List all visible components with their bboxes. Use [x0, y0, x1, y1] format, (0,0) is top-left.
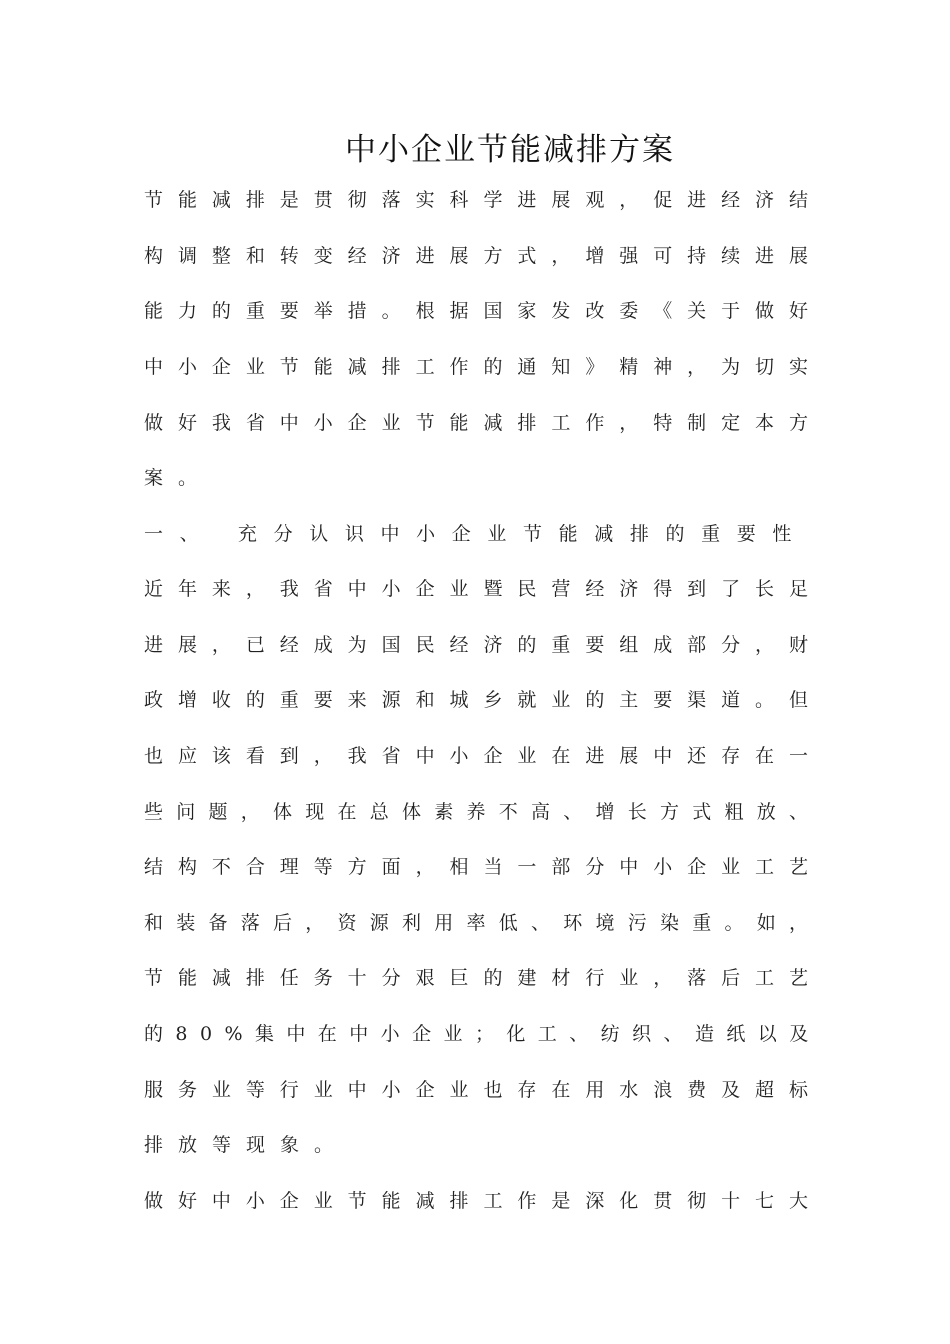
text-line: 案。: [144, 467, 213, 489]
text-line: 中小企业节能减排工作的通知》精神，为切实: [144, 356, 823, 378]
text-line: 能力的重要举措。根据国家发改委《关于做好: [144, 300, 823, 322]
text-line: 服务业等行业中小企业也存在用水浪费及超标: [144, 1079, 823, 1101]
text-line: 的80%集中在中小企业；化工、纺织、造纸以及: [144, 1023, 821, 1045]
section-heading: 一、 充分认识中小企业节能减排的重要性: [144, 523, 809, 545]
document-title: 中小企业节能减排方案: [345, 132, 675, 168]
text-line: 些问题，体现在总体素养不高、增长方式粗放、: [144, 801, 822, 823]
text-line: 做好中小企业节能减排工作是深化贯彻十七大: [144, 1190, 823, 1212]
text-line: 也应该看到，我省中小企业在进展中还存在一: [144, 745, 823, 767]
text-line: 近年来，我省中小企业暨民营经济得到了长足: [144, 578, 823, 600]
text-line: 结构不合理等方面，相当一部分中小企业工艺: [144, 856, 823, 878]
text-line: 做好我省中小企业节能减排工作，特制定本方: [144, 412, 823, 434]
text-line: 构调整和转变经济进展方式，增强可持续进展: [144, 245, 823, 267]
text-line: 进展，已经成为国民经济的重要组成部分，财: [144, 634, 823, 656]
text-line: 和装备落后，资源利用率低、环境污染重。如，: [144, 912, 822, 934]
text-line: 排放等现象。: [144, 1134, 349, 1156]
text-line: 政增收的重要来源和城乡就业的主要渠道。但: [144, 689, 823, 711]
text-line: 节能减排是贯彻落实科学进展观，促进经济结: [144, 189, 823, 211]
text-line: 节能减排任务十分艰巨的建材行业，落后工艺: [144, 967, 823, 989]
